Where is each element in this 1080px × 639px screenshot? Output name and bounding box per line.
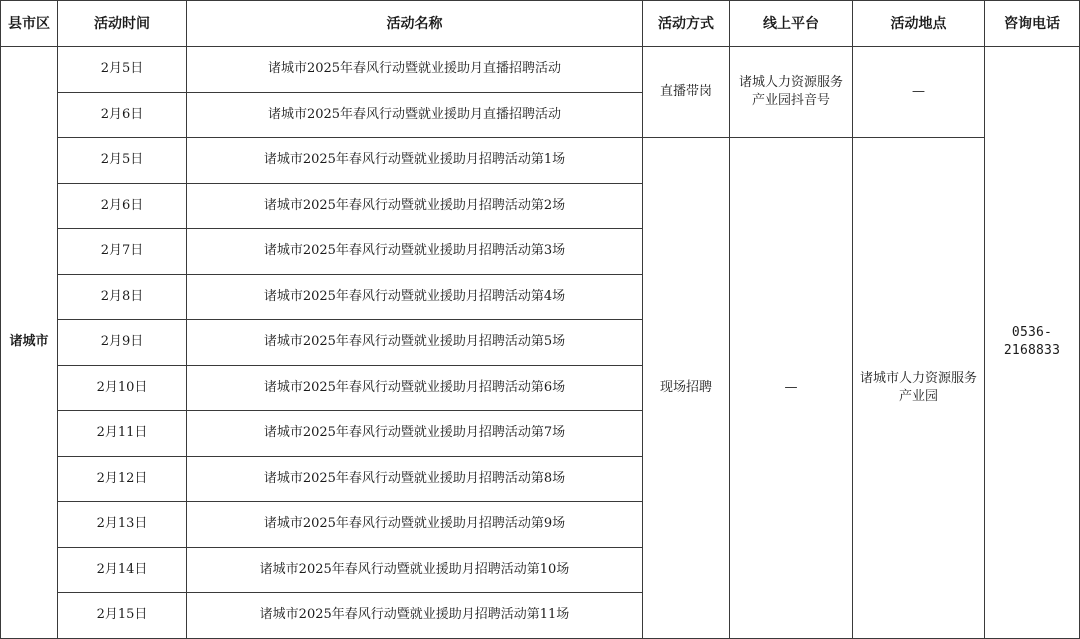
date-cell: 2月5日 xyxy=(58,47,187,93)
location-cell-onsite: 诸城市人力资源服务产业园 xyxy=(853,138,985,639)
activity-name-cell: 诸城市2025年春风行动暨就业援助月招聘活动第10场 xyxy=(187,547,643,593)
activity-name-cell: 诸城市2025年春风行动暨就业援助月招聘活动第8场 xyxy=(187,456,643,502)
header-county: 县市区 xyxy=(1,1,58,47)
table-header-row xyxy=(1,1,1080,47)
activity-name-cell: 诸城市2025年春风行动暨就业援助月招聘活动第3场 xyxy=(187,229,643,275)
date-cell: 2月6日 xyxy=(58,92,187,138)
date-cell: 2月7日 xyxy=(58,229,187,275)
date-cell: 2月11日 xyxy=(58,411,187,457)
date-cell: 2月9日 xyxy=(58,320,187,366)
header-date: 活动时间 xyxy=(58,1,187,47)
activity-name-cell: 诸城市2025年春风行动暨就业援助月直播招聘活动 xyxy=(187,47,643,93)
activity-name-cell: 诸城市2025年春风行动暨就业援助月招聘活动第5场 xyxy=(187,320,643,366)
date-cell: 2月5日 xyxy=(58,138,187,184)
date-cell: 2月6日 xyxy=(58,183,187,229)
activity-name-cell: 诸城市2025年春风行动暨就业援助月招聘活动第9场 xyxy=(187,502,643,548)
activity-name-cell: 诸城市2025年春风行动暨就业援助月招聘活动第2场 xyxy=(187,183,643,229)
header-phone: 咨询电话 xyxy=(985,1,1080,47)
date-cell: 2月12日 xyxy=(58,456,187,502)
activity-name-cell: 诸城市2025年春风行动暨就业援助月招聘活动第1场 xyxy=(187,138,643,184)
platform-cell-live: 诸城人力资源服务产业园抖音号 xyxy=(730,47,853,138)
activity-name-cell: 诸城市2025年春风行动暨就业援助月直播招聘活动 xyxy=(187,92,643,138)
date-cell: 2月15日 xyxy=(58,593,187,639)
activity-name-cell: 诸城市2025年春风行动暨就业援助月招聘活动第4场 xyxy=(187,274,643,320)
date-cell: 2月14日 xyxy=(58,547,187,593)
activity-name-cell: 诸城市2025年春风行动暨就业援助月招聘活动第6场 xyxy=(187,365,643,411)
date-cell: 2月13日 xyxy=(58,502,187,548)
platform-cell-onsite: — xyxy=(730,138,853,639)
activity-name-cell: 诸城市2025年春风行动暨就业援助月招聘活动第11场 xyxy=(187,593,643,639)
activity-name-cell: 诸城市2025年春风行动暨就业援助月招聘活动第7场 xyxy=(187,411,643,457)
county-cell: 诸城市 xyxy=(1,47,58,639)
table-row xyxy=(1,47,1080,93)
date-cell: 2月8日 xyxy=(58,274,187,320)
phone-cell: 0536-2168833 xyxy=(985,47,1080,639)
header-platform: 线上平台 xyxy=(730,1,853,47)
method-cell-onsite: 现场招聘 xyxy=(643,138,730,639)
header-location: 活动地点 xyxy=(853,1,985,47)
table-row xyxy=(1,138,1080,184)
date-cell: 2月10日 xyxy=(58,365,187,411)
method-cell-live: 直播带岗 xyxy=(643,47,730,138)
header-method: 活动方式 xyxy=(643,1,730,47)
location-cell-live: — xyxy=(853,47,985,138)
header-name: 活动名称 xyxy=(187,1,643,47)
